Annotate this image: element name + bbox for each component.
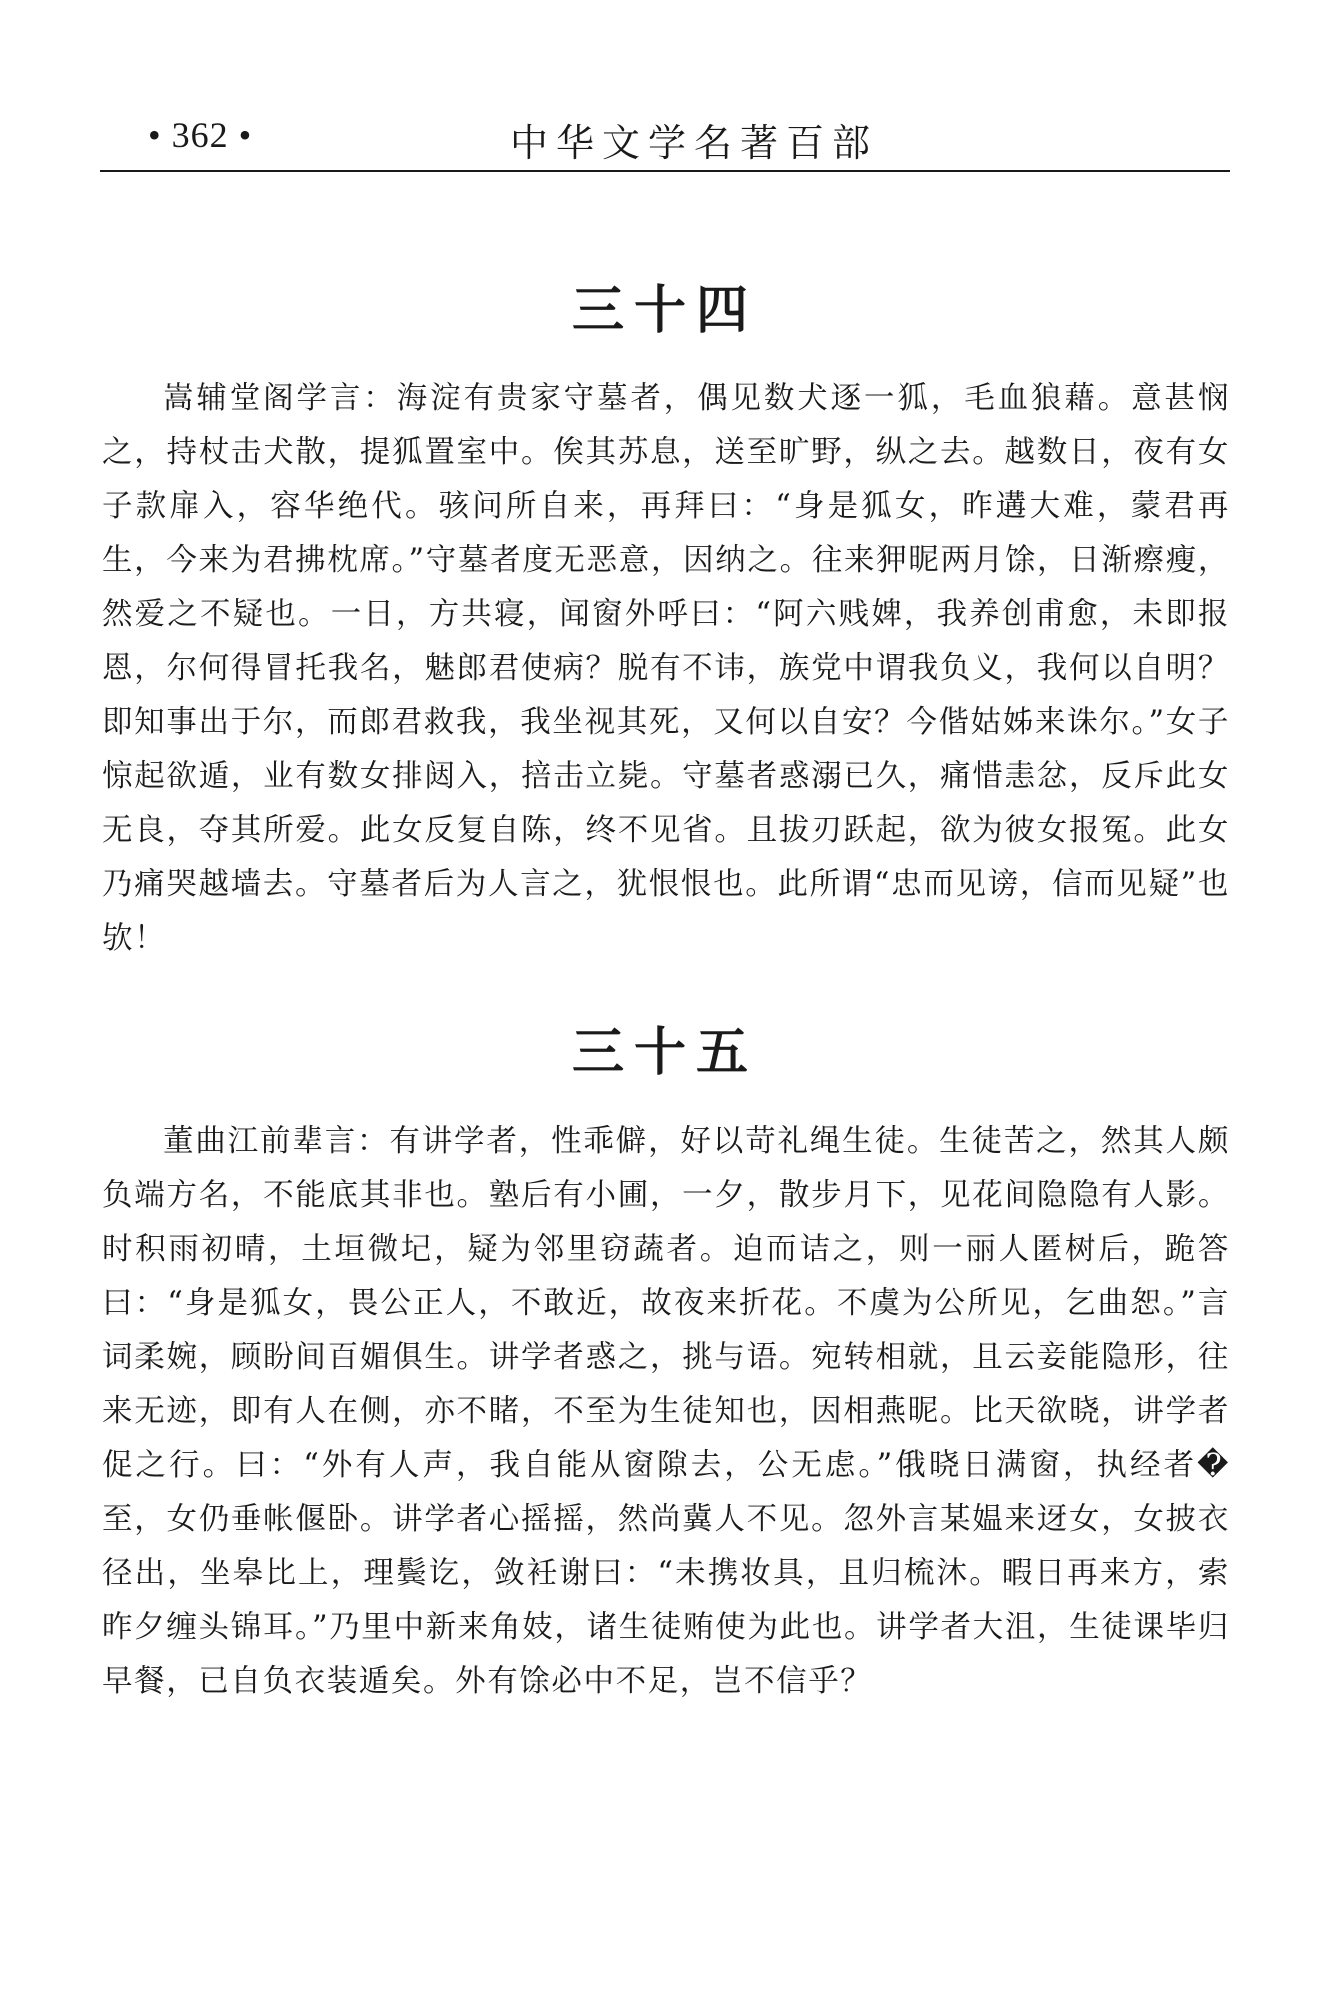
running-title: 中华文学名著百部	[510, 121, 879, 165]
header-rule	[100, 170, 1230, 172]
section-paragraph: 嵩辅堂阁学言：海淀有贵家守墓者，偶见数犬逐一狐，毛血狼藉。意甚悯之，持杖击犬散，提狐置室中。俟其苏息，送至旷野，纵之去。越数日，夜有女子款扉入，容华绝代。骇问所自来，再拜曰：“身是狐女，昨遘大难，蒙君再生，今来为君拂枕席。”守墓者度无恶意，因纳之。往来狎昵两月馀，日渐瘵瘦，然爱之不疑也。一日，方共寝，闻窗外呼曰：“阿六贱婢，我养创甫愈，未即报恩，尔何得冒托我名，魅郎君使病？脱有不讳，族党中谓我负义，我何以自明？即知事出于尔，而郎君救我，我坐视其死，又何以自安？今偕姑姊来诛尔。”女子惊起欲遁，业有数女排闼入，掊击立毙。守墓者惑溺已久，痛惜恚忿，反斥此女无良，夺其所爱。此女反复自陈，终不见省。且拔刃跃起，欲为彼女报冤。此女乃痛哭越墙去。守墓者后为人言之，犹恨恨也。此所谓“忠而见谤，信而见疑”也欤！	[102, 381, 1230, 956]
page-header	[100, 108, 1230, 168]
section-title: 三十五	[571, 1022, 758, 1083]
section-paragraph: 董曲江前辈言：有讲学者，性乖僻，好以苛礼绳生徒。生徒苦之，然其人颇负端方名，不能底其非也。塾后有小圃，一夕，散步月下，见花间隐隐有人影。时积雨初晴，土垣微圮，疑为邻里窃蔬者。迫而诘之，则一丽人匿树后，跪答曰：“身是狐女，畏公正人，不敢近，故夜来折花。不虞为公所见，乞曲恕。”言词柔婉，顾盼间百媚俱生。讲学者惑之，挑与语。宛转相就，且云妾能隐形，往来无迹，即有人在侧，亦不睹，不至为生徒知也，因相燕昵。比天欲晓，讲学者促之行。曰：“外有人声，我自能从窗隙去，公无虑。”俄晓日满窗，执经者�至，女仍垂帐偃卧。讲学者心摇摇，然尚冀人不见。忽外言某媪来迓女，女披衣径出，坐皋比上，理鬓讫，敛衽谢曰：“未携妆具，且归梳沐。暇日再来方，索昨夕缠头锦耳。”乃里中新来角妓，诸生徒贿使为此也。讲学者大沮，生徒课毕归早餐，已自负衣装遁矣。外有馀必中不足，岂不信乎？	[102, 1124, 1230, 1699]
page-number: • 362 •	[148, 115, 253, 155]
section-title: 三十四	[571, 280, 758, 341]
